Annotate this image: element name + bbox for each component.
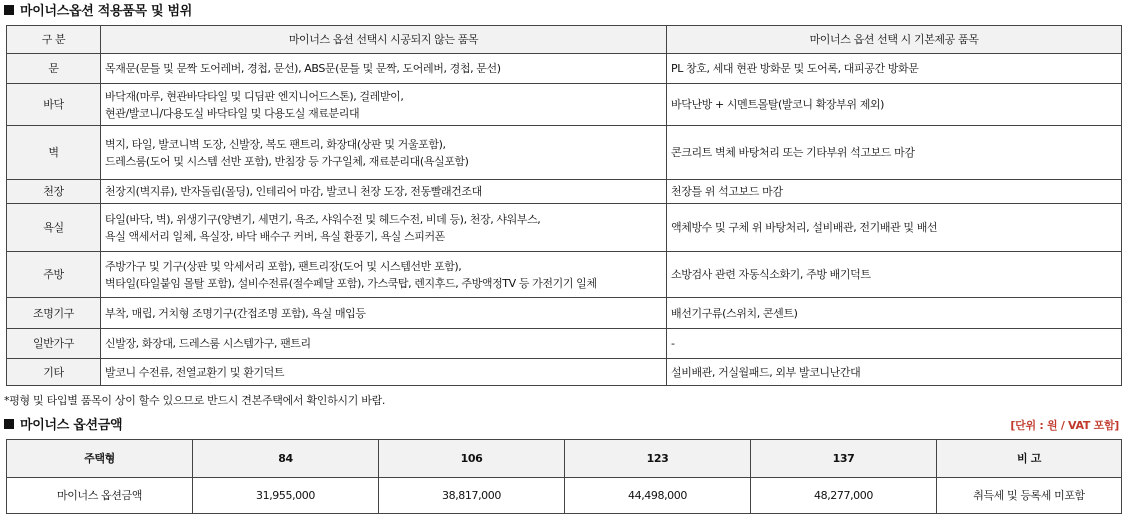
excluded-items-cell: 발코니 수전류, 전열교환기 및 환기덕트 <box>101 359 667 386</box>
price-row <box>7 478 1122 514</box>
provided-items-cell: 천장틀 위 석고보드 마감 <box>667 180 1122 204</box>
unit-label: [단위 : 원 / VAT 포함] <box>1010 419 1119 432</box>
provided-items-cell: 설비배관, 거실월패드, 외부 발코니난간대 <box>667 359 1122 386</box>
table-header-row <box>7 26 1122 54</box>
excluded-items-cell: 목재문(문틀 및 문짝 도어레버, 경첩, 문선), ABS문(문틀 및 문짝, 도어레버, 경첩, 문선) <box>101 54 667 84</box>
col-header-type-137: 137 <box>751 440 937 478</box>
col-header-housing-type: 주택형 <box>7 440 193 478</box>
excluded-items-cell: 주방가구 및 기구(상판 및 악세서리 포함), 팬트리장(도어 및 시스템선반 포함), 벽타일(타일붙임 몰탈 포함), 설비수전류(절수페달 포함), 가스쿡탑, 렌지후드, 주방액정TV 등 가전기기 일체 <box>101 252 667 298</box>
minus-option-items-table <box>6 25 1122 386</box>
price-cell-84: 31,955,000 <box>193 478 379 514</box>
price-header-row <box>7 440 1122 478</box>
category-cell: 조명기구 <box>7 298 101 329</box>
excluded-items-cell: 부착, 매립, 거치형 조명기구(간접조명 포함), 욕실 매입등 <box>101 298 667 329</box>
price-cell-106: 38,817,000 <box>379 478 565 514</box>
excluded-items-cell: 신발장, 화장대, 드레스룸 시스템가구, 팬트리 <box>101 329 667 359</box>
table-row <box>7 359 1122 386</box>
section2-title: 마이너스 옵션금액 <box>4 414 122 433</box>
excluded-items-cell: 바닥재(마루, 현관바닥타일 및 디딤판 엔지니어드스톤), 걸레받이, 현관/발코니/다용도실 바닥타일 및 다용도실 재료분리대 <box>101 84 667 126</box>
col-header-remarks: 비 고 <box>937 440 1122 478</box>
footnote: *평형 및 타입별 품목이 상이 할수 있으므로 반드시 견본주택에서 확인하시기 바람. <box>4 394 386 407</box>
col-header-category: 구 분 <box>7 26 101 54</box>
col-header-provided: 마이너스 옵션 선택 시 기본제공 품목 <box>667 26 1122 54</box>
provided-items-cell: 바닥난방 + 시멘트몰탈(발코니 확장부위 제외) <box>667 84 1122 126</box>
remarks-cell: 취득세 및 등록세 미포함 <box>937 478 1122 514</box>
table-row <box>7 84 1122 126</box>
category-cell: 기타 <box>7 359 101 386</box>
col-header-type-84: 84 <box>193 440 379 478</box>
price-cell-137: 48,277,000 <box>751 478 937 514</box>
category-cell: 욕실 <box>7 204 101 252</box>
col-header-type-123: 123 <box>565 440 751 478</box>
table-row <box>7 298 1122 329</box>
table-row <box>7 180 1122 204</box>
square-bullet-icon <box>4 419 14 429</box>
table-row <box>7 329 1122 359</box>
price-cell-123: 44,498,000 <box>565 478 751 514</box>
provided-items-cell: 소방검사 관련 자동식소화기, 주방 배기덕트 <box>667 252 1122 298</box>
col-header-excluded: 마이너스 옵션 선택시 시공되지 않는 품목 <box>101 26 667 54</box>
provided-items-cell: 배선기구류(스위치, 콘센트) <box>667 298 1122 329</box>
provided-items-cell: 액체방수 및 구체 위 바탕처리, 설비배관, 전기배관 및 배선 <box>667 204 1122 252</box>
provided-items-cell: PL 창호, 세대 현관 방화문 및 도어록, 대피공간 방화문 <box>667 54 1122 84</box>
row-label: 마이너스 옵션금액 <box>7 478 193 514</box>
table-row <box>7 126 1122 180</box>
table-row <box>7 204 1122 252</box>
minus-option-price-table <box>6 439 1122 514</box>
category-cell: 문 <box>7 54 101 84</box>
category-cell: 벽 <box>7 126 101 180</box>
excluded-items-cell: 타일(바닥, 벽), 위생기구(양변기, 세면기, 욕조, 샤워수전 및 헤드수전, 비데 등), 천장, 샤워부스, 욕실 액세서리 일체, 욕실장, 바닥 배수구 커버, 욕실 환풍기, 욕실 스피커폰 <box>101 204 667 252</box>
excluded-items-cell: 벽지, 타일, 발코니벽 도장, 신발장, 복도 팬트리, 화장대(상판 및 거울포함), 드레스룸(도어 및 시스템 선반 포함), 반침장 등 가구일체, 재료분리대(욕실포함) <box>101 126 667 180</box>
category-cell: 주방 <box>7 252 101 298</box>
provided-items-cell: 콘크리트 벽체 바탕처리 또는 기타부위 석고보드 마감 <box>667 126 1122 180</box>
table-row <box>7 252 1122 298</box>
excluded-items-cell: 천장지(벽지류), 반자돌림(몰딩), 인테리어 마감, 발코니 천장 도장, 전동빨래건조대 <box>101 180 667 204</box>
category-cell: 일반가구 <box>7 329 101 359</box>
category-cell: 천장 <box>7 180 101 204</box>
provided-items-cell: - <box>667 329 1122 359</box>
table-row <box>7 54 1122 84</box>
square-bullet-icon <box>4 5 14 15</box>
category-cell: 바닥 <box>7 84 101 126</box>
col-header-type-106: 106 <box>379 440 565 478</box>
section1-title: 마이너스옵션 적용품목 및 범위 <box>4 0 192 19</box>
